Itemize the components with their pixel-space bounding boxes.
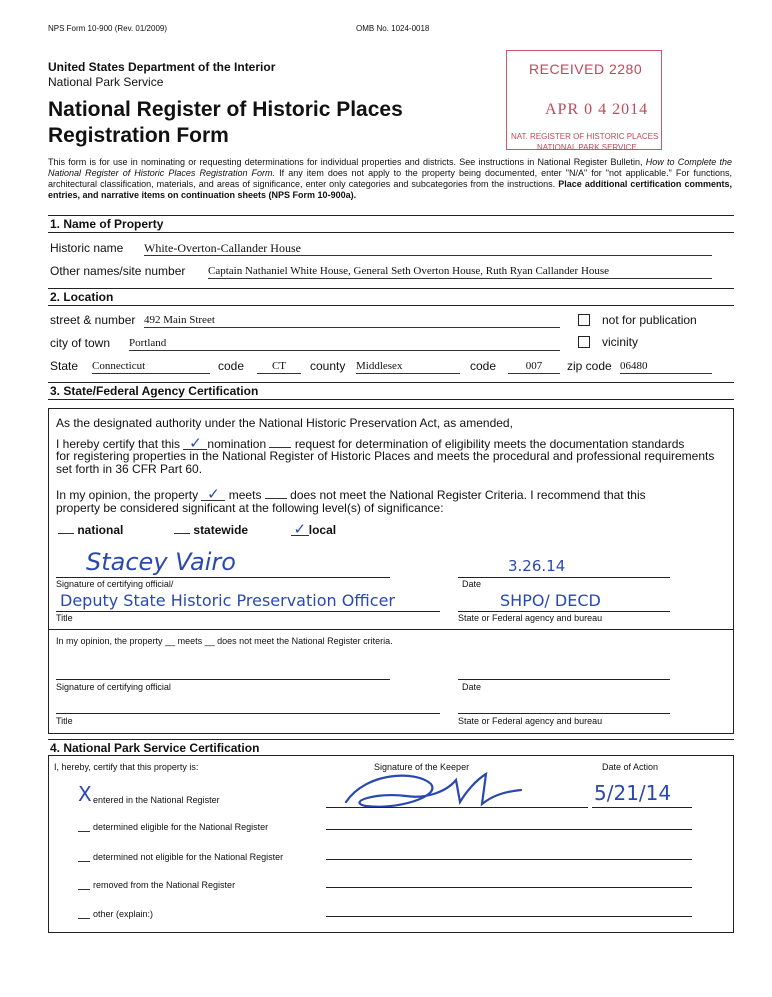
county-field[interactable]: Middlesex xyxy=(356,360,460,374)
section4-heading: 4. National Park Service Certification xyxy=(50,741,260,755)
intro-italic: How to Complete the National Register of Historic Places Registration Form. xyxy=(48,157,732,178)
date2-label: Date xyxy=(462,682,482,692)
eligible-label: determined eligible for the National Register xyxy=(93,822,269,832)
other-blank[interactable] xyxy=(78,918,90,919)
form-title-line1: National Register of Historic Places xyxy=(48,98,403,121)
not-for-publication-checkbox[interactable] xyxy=(578,314,590,326)
nomination-check[interactable]: ✓ xyxy=(183,437,207,450)
nps-intro: I, hereby, certify that this property is: xyxy=(54,762,199,772)
eligible-blank[interactable] xyxy=(78,831,90,832)
form-number: NPS Form 10-900 (Rev. 01/2009) xyxy=(48,24,168,33)
intro-text-1: This form is for use in nominating or requesting determinations for individual properties and districts. See instructions in National Register Bulletin, xyxy=(48,157,646,167)
title-label: Title xyxy=(56,613,73,623)
national-blank[interactable] xyxy=(58,522,74,534)
omb-number: OMB No. 1024-0018 xyxy=(356,24,430,33)
vicinity-checkbox[interactable] xyxy=(578,336,590,348)
street-label: street & number xyxy=(50,313,136,327)
date-of-action-value: 5/21/14 xyxy=(594,781,672,805)
historic-name-label: Historic name xyxy=(50,241,124,255)
agency-label: State or Federal agency and bureau xyxy=(458,613,603,623)
street-field[interactable]: 492 Main Street xyxy=(144,314,560,328)
county-code-label: code xyxy=(470,359,497,373)
request-blank[interactable] xyxy=(269,436,291,448)
service-name: National Park Service xyxy=(48,75,164,89)
stamp-line2: NATIONAL PARK SERVICE xyxy=(537,143,637,152)
county-label: county xyxy=(310,359,346,373)
date-label: Date xyxy=(462,579,482,589)
zip-field[interactable]: 06480 xyxy=(620,360,712,374)
entered-mark[interactable]: X xyxy=(78,782,92,806)
local-check[interactable]: ✓ xyxy=(291,523,309,536)
other-names-label: Other names/site number xyxy=(50,264,186,278)
not-for-publication-label: not for publication xyxy=(602,313,697,327)
signature2-label: Signature of certifying official xyxy=(56,682,171,692)
meets-check[interactable]: ✓ xyxy=(201,488,225,501)
section1-heading: 1. Name of Property xyxy=(50,217,164,231)
certifying-signature: Stacey Vairo xyxy=(86,548,236,576)
state-code-field[interactable]: CT xyxy=(257,360,301,374)
authority-text: As the designated authority under the National Historic Preservation Act, as amended, xyxy=(56,416,513,430)
intro-text-2: If any item does not apply to the property being documented, enter "N/A" for "not applicable." For functions, architectural classification, materials, and areas of significance, enter only categories and subcategories from the instructions. xyxy=(48,168,733,189)
removed-blank[interactable] xyxy=(78,889,90,890)
keeper-signature xyxy=(336,762,556,822)
city-label: city of town xyxy=(50,336,111,350)
certify-rest: for registering properties in the National Register of Historic Places and meets the procedural and professional requirements set forth in 36 CFR Part 60. xyxy=(56,449,715,476)
vicinity-label: vicinity xyxy=(602,335,639,349)
historic-name-field[interactable]: White-Overton-Callander House xyxy=(144,241,712,256)
keeper-label: Signature of the Keeper xyxy=(374,762,470,772)
zip-label: zip code xyxy=(567,359,612,373)
not-eligible-blank[interactable] xyxy=(78,861,90,862)
opinion-line xyxy=(56,487,646,502)
county-code-field[interactable]: 007 xyxy=(508,360,560,374)
certify-text-b: nomination xyxy=(207,437,267,451)
level-statewide: statewide xyxy=(193,523,249,537)
significance-levels xyxy=(58,522,336,537)
other-names-field[interactable]: Captain Nathaniel White House, General Seth Overton House, Ruth Ryan Callander House xyxy=(208,265,712,279)
received-stamp xyxy=(506,50,662,150)
state-label: State xyxy=(50,359,79,373)
form-title-line2: Registration Form xyxy=(48,124,229,147)
state-code-label: code xyxy=(218,359,245,373)
level-local: local xyxy=(308,523,337,537)
certifying-title: Deputy State Historic Preservation Officer xyxy=(60,591,395,610)
certify-text-c: request for determination of eligibility meets the documentation standards xyxy=(294,437,685,451)
stamp-date: APR 0 4 2014 xyxy=(545,101,649,118)
certify-text-a: I hereby certify that this xyxy=(56,437,181,451)
intro-paragraph xyxy=(48,157,732,201)
other-label: other (explain:) xyxy=(93,909,154,919)
does-not-meet-blank[interactable] xyxy=(265,487,287,499)
removed-label: removed from the National Register xyxy=(93,880,236,890)
opinion-text-b: meets xyxy=(228,488,262,502)
intro-bold: Place additional certification comments, entries, and narrative items on continuation sheets (NPS Form 10-900a). xyxy=(48,179,733,200)
opinion-text-a: In my opinion, the property xyxy=(56,488,199,502)
level-national: national xyxy=(77,523,124,537)
department-name: United States Department of the Interior xyxy=(48,60,276,74)
not-eligible-label: determined not eligible for the National Register xyxy=(93,852,284,862)
title2-label: Title xyxy=(56,716,73,726)
section2-heading: 2. Location xyxy=(50,290,114,304)
opinion-text-c: does not meet the National Register Criteria. I recommend that this xyxy=(290,488,646,502)
state-field[interactable]: Connecticut xyxy=(92,360,210,374)
city-field[interactable]: Portland xyxy=(129,337,560,351)
opinion2-text: In my opinion, the property __ meets __ does not meet the National Register criteria. xyxy=(56,636,393,646)
stamp-line1: NAT. REGISTER OF HISTORIC PLACES xyxy=(511,132,659,141)
section3-heading: 3. State/Federal Agency Certification xyxy=(50,384,259,398)
signature-label: Signature of certifying official/ xyxy=(56,579,174,589)
certification-date: 3.26.14 xyxy=(508,557,566,575)
agency2-label: State or Federal agency and bureau xyxy=(458,716,603,726)
entered-label: entered in the National Register xyxy=(93,795,220,805)
statewide-blank[interactable] xyxy=(174,522,190,534)
certifying-agency: SHPO/ DECD xyxy=(500,591,601,610)
date-of-action-label: Date of Action xyxy=(602,762,659,772)
stamp-received: RECEIVED 2280 xyxy=(529,61,643,77)
opinion-rest: property be considered significant at the following level(s) of significance: xyxy=(56,501,444,515)
